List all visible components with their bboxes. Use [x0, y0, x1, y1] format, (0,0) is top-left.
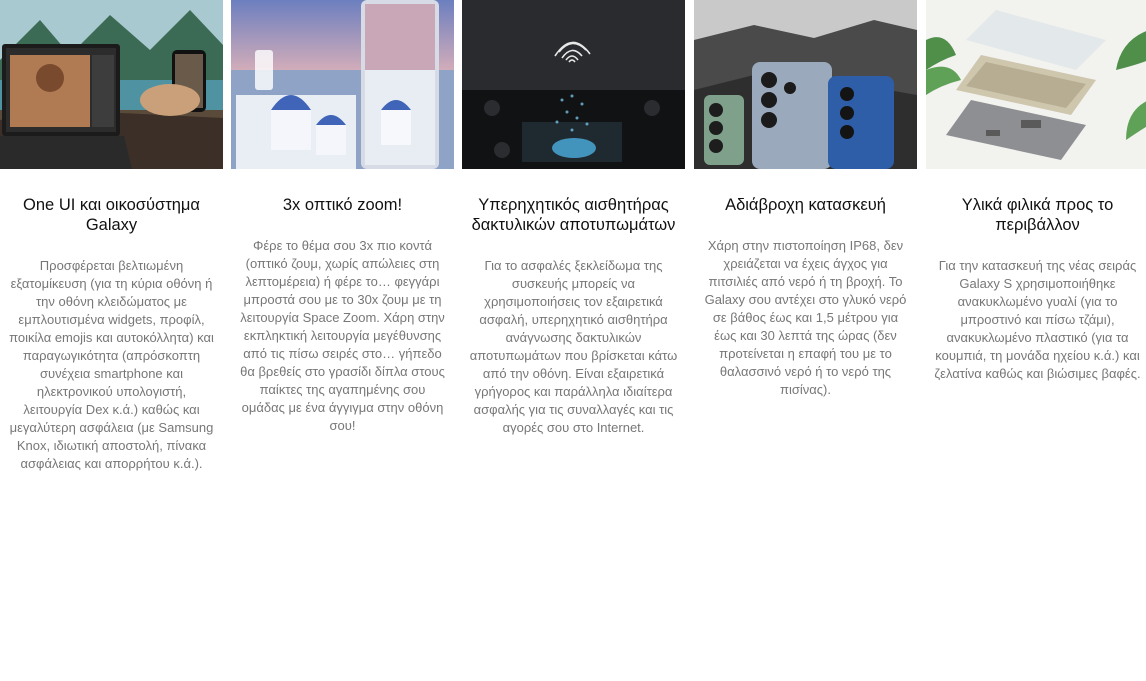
feature-description: Προσφέρεται βελτιωμένη εξατομίκευση (για τη κύρια οθόνη ή την οθόνη κλειδώματος με εμπλουτισμένα widgets, προφίλ, ποικίλα emojis και αυτοκόλλητα) και παραγωγικότητα (απρόσκοπτη συνέχεια smartphone και ηλεκτρονικού υπολογιστή, λειτουργία Dex κ.ά.) καθώς και μεγαλύτερη ασφάλεια (με Samsung Knox, ιδιωτική αποστολή, πίνακα ασφάλειας και απορρήτου κ.ά.).	[9, 258, 214, 471]
feature-title: One UI και οικοσύστημα Galaxy	[23, 196, 200, 234]
feature-image-zoom	[231, 0, 454, 169]
feature-card-fingerprint	[462, 0, 685, 681]
feature-description: Για την κατασκευή της νέας σειράς Galaxy S χρησιμοποιήθηκε ανακυκλωμένο γυαλί (για το μπροστινό και πίσω τζάμι), ανακυκλωμένο πλαστικό (για τα κουμπιά, τη μονάδα ηχείου κ.ά.) και ζελατίνα καθώς και βιώσιμες βαφές.	[934, 258, 1141, 381]
feature-card-one-ui	[0, 0, 223, 681]
feature-card-eco	[926, 0, 1146, 681]
feature-image-eco	[926, 0, 1146, 169]
feature-image-water	[694, 0, 917, 169]
feature-description: Χάρη στην πιστοποίηση IP68, δεν χρειάζεται να έχεις άγχος για πιτσιλιές από νερό ή τη βροχή. Το Galaxy σου αντέχει στο γλυκό νερό σε βάθος έως και 1,5 μέτρου για έως και 30 λεπτά της ώρας (δεν προτείνεται η επαφή του με το θαλασσινό νερό ή το νερό της πισίνας).	[704, 238, 907, 397]
feature-title: Αδιάβροχη κατασκευή	[725, 196, 886, 214]
feature-image-fingerprint	[462, 0, 685, 169]
feature-description: Φέρε το θέμα σου 3x πιο κοντά (οπτικό ζουμ, χωρίς απώλειες στη λεπτομέρεια) ή φέρε το… φεγγάρι μπροστά σου με το 30x ζουμ με τη λειτουργία Space Zoom. Χάρη στην εκπληκτική λειτουργία μεγέθυνσης από τις πίσω σειρές στο… γήπεδο θα βρεθείς στο γρασίδι δίπλα στους παίκτες της αγαπημένης σου ομάδας με ένα άγγιγμα στην οθόνη σου!	[240, 238, 445, 433]
feature-card-water	[694, 0, 917, 681]
feature-title: Υπερηχητικός αισθητήρας δακτυλικών αποτυπωμάτων	[471, 196, 676, 234]
feature-card-zoom	[231, 0, 454, 681]
feature-description: Για το ασφαλές ξεκλείδωμα της συσκευής μπορείς να χρησιμοποιήσεις τον εξαιρετικά ασφαλή, υπερηχητικό αισθητήρα ανάγνωσης δακτυλικών αποτυπωμάτων που βρίσκεται κάτω από την οθόνη. Είναι εξαιρετικά γρήγορος και παράλληλα ιδιαίτερα ασφαλής για τις συναλλαγές και τις αγορές σου στο Internet.	[469, 258, 678, 435]
feature-image-one-ui	[0, 0, 223, 169]
feature-title: 3x οπτικό zoom!	[282, 196, 403, 214]
feature-title: Υλικά φιλικά προς το περιβάλλον	[961, 196, 1114, 234]
